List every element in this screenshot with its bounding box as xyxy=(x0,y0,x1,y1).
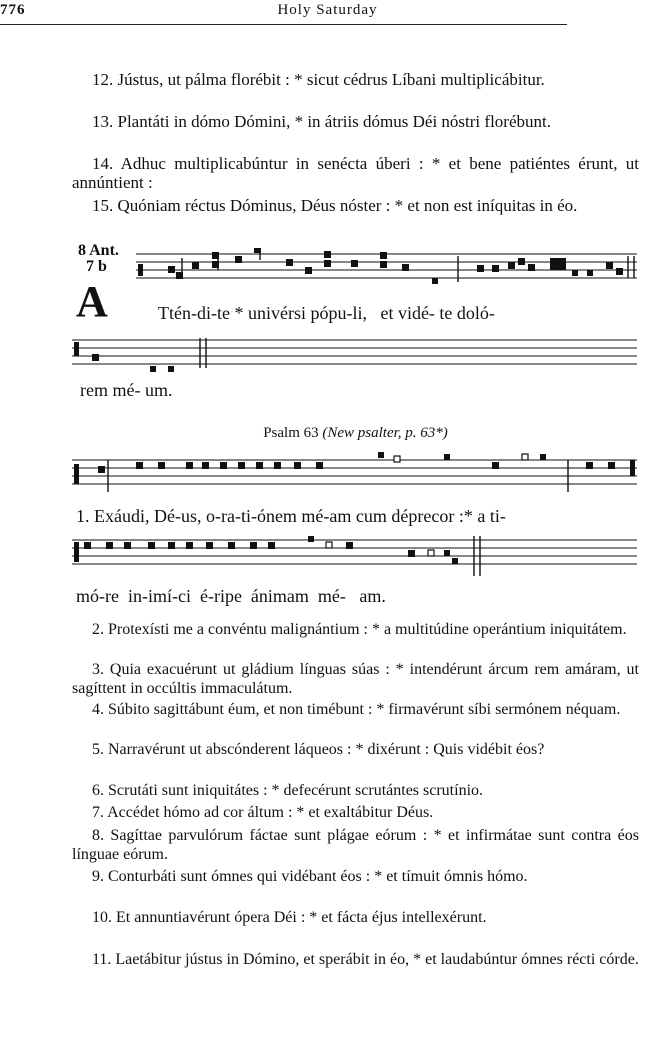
psalm-intonation-line1: 1. Exáudi, Dé-us, o-ra-ti-ónem mé-am cum déprecor :* a ti- xyxy=(76,506,506,526)
verse-11: 11. Laetábitur jústus in Dómino, et sperábit in éo, * et laudabúntur ómnes récti córde. xyxy=(92,951,639,968)
running-header xyxy=(0,0,567,25)
psalm-number: Psalm 63 xyxy=(263,425,319,441)
psalm-staff-1 xyxy=(72,452,639,496)
antiphon-lyrics-line2: rem mé- um. xyxy=(80,380,173,400)
page-number: 776 xyxy=(0,2,26,18)
verse-4: 4. Súbito sagittábunt éum, et non timébunt : * firmavérunt síbi sermónem néquam. xyxy=(92,701,621,718)
verse-3: 3. Quia exacuérunt ut gládium línguas súas : * intendérunt árcum rem amáram, ut sagíttent in occúltis immaculátum. xyxy=(72,661,639,697)
antiphon-ending-label: 7 b xyxy=(86,258,107,275)
psalm-staff-2 xyxy=(72,532,639,582)
verse-10: 10. Et annuntiavérunt ópera Déi : * et fácta éjus intellexérunt. xyxy=(92,909,487,926)
verse-5: 5. Narravérunt ut abscónderent láqueos : * dixérunt : Quis vidébit éos? xyxy=(92,741,545,758)
verse-9: 9. Conturbáti sunt ómnes qui vidébant éos : * et tímuit ómnis hómo. xyxy=(92,868,528,885)
antiphon-staff-2 xyxy=(72,332,639,374)
verse-2: 2. Protexísti me a convéntu malignántium : * a multitúdine operántium iniquitátem. xyxy=(92,621,627,638)
verse-13: 13. Plantáti in dómo Dómini, * in átriis dómus Déi nóstri florébunt. xyxy=(92,112,551,131)
antiphon-lyrics-line1: Ttén-di-te * univérsi pópu-li, et vidé- te doló- xyxy=(158,303,495,323)
antiphon-initial: A xyxy=(76,277,108,326)
verse-7: 7. Accédet hómo ad cor áltum : * et exaltábitur Déus. xyxy=(92,804,434,821)
verse-6: 6. Scrutáti sunt iniquitátes : * defecérunt scrutántes scrutínio. xyxy=(92,782,484,799)
psalm-intonation-line2: mó-re in-imí-ci é-ripe ánimam mé- am. xyxy=(76,586,386,606)
psalm-source-note: (New psalter, p. 63*) xyxy=(322,425,448,441)
antiphon-staff-1 xyxy=(72,248,639,286)
antiphon-mode-label: 8 Ant. xyxy=(78,242,119,259)
verse-12: 12. Jústus, ut pálma florébit : * sicut cédrus Líbani multiplicábitur. xyxy=(92,70,545,89)
verse-14: 14. Adhuc multiplicabúntur in senécta úberi : * et bene patiéntes érunt, ut annúntient : xyxy=(72,154,639,192)
verse-8: 8. Sagíttae parvulórum fáctae sunt plágae eórum : * et infirmátae sunt contra éos línguae eórum. xyxy=(72,827,639,863)
verse-15: 15. Quóniam réctus Dóminus, Déus nóster : * et non est iníquitas in éo. xyxy=(92,196,578,215)
psalm-heading xyxy=(72,425,639,442)
page-title: Holy Saturday xyxy=(277,2,378,18)
